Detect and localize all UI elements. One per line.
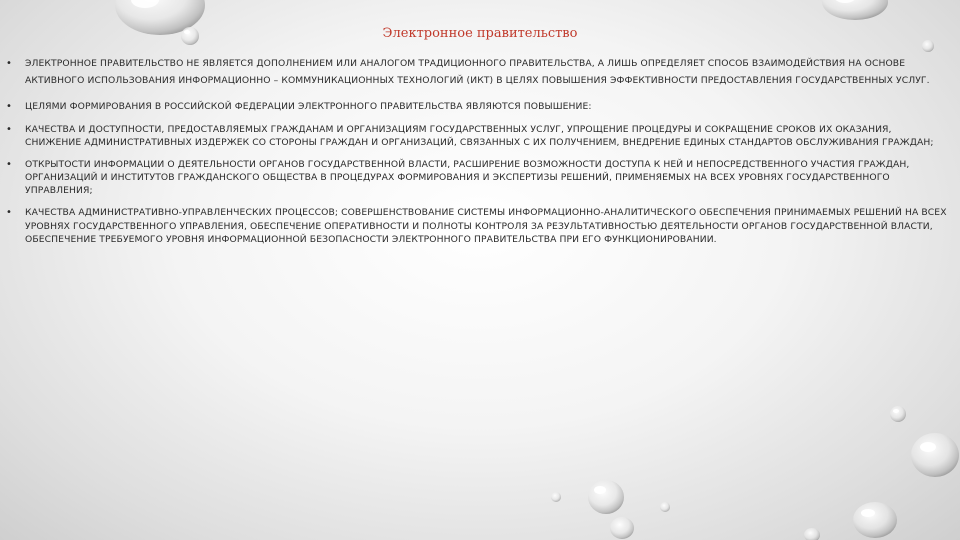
bullet-item [6, 55, 950, 89]
drop-large-right [911, 433, 959, 477]
drop-tiny-top-right [922, 40, 934, 52]
bullet-item [6, 123, 950, 149]
bullet-text: КАЧЕСТВА И ДОСТУПНОСТИ, ПРЕДОСТАВЛЯЕМЫХ ГРАЖДАНАМ И ОРГАНИЗАЦИЯМ ГОСУДАРСТВЕННЫХ УСЛУГ, УПРОЩЕНИЕ ПРОЦЕДУРЫ И СОКРАЩЕНИЕ СРОКОВ ИХ ОКАЗАНИЯ, СНИЖЕНИЕ АДМИНИСТРАТИВНЫХ ИЗДЕРЖЕК СО СТОРОНЫ ГРАЖДАН И ОРГАНИЗАЦИЙ, СВЯЗАННЫХ С ИХ ПОЛУЧЕНИЕМ, ВНЕДРЕНИЕ ЕДИНЫХ СТАНДАРТОВ ОБСЛУЖИВАНИЯ ГРАЖДАН; [25, 124, 934, 148]
bullet-dot: • [6, 124, 12, 135]
bullet-item [6, 206, 950, 247]
drop-bottom-center [588, 480, 624, 514]
bullet-text: ОТКРЫТОСТИ ИНФОРМАЦИИ О ДЕЯТЕЛЬНОСТИ ОРГАНОВ ГОСУДАРСТВЕННОЙ ВЛАСТИ, РАСШИРЕНИЕ ВОЗМОЖНОСТИ ДОСТУПА К НЕЙ И НЕПОСРЕДСТВЕННОГО УЧАСТИЯ ГРАЖДАН, ОРГАНИЗАЦИЙ И ИНСТИТУТОВ ГРАЖДАНСКОГО ОБЩЕСТВА В ПРОЦЕДУРАХ ФОРМИРОВАНИЯ И ЭКСПЕРТИЗЫ РЕШЕНИЙ, ПРИМЕНЯЕМЫХ НА ВСЕХ УРОВНЯХ ГОСУДАРСТВЕННОГО УПРАВЛЕНИЯ; [25, 159, 910, 196]
bullet-dot: • [6, 207, 12, 218]
bullet-list [6, 55, 950, 247]
drop-bottom-small-1 [551, 492, 561, 502]
bullet-item [6, 99, 950, 114]
bullet-item [6, 158, 950, 197]
drop-right-mid [890, 406, 906, 422]
drop-top-right [822, 0, 888, 20]
drop-bottom-right-small [804, 528, 820, 540]
drop-bottom-small-2 [660, 502, 670, 512]
bullet-dot: • [6, 159, 12, 170]
bullet-text: ЦЕЛЯМИ ФОРМИРОВАНИЯ В РОССИЙСКОЙ ФЕДЕРАЦИИ ЭЛЕКТРОННОГО ПРАВИТЕЛЬСТВА ЯВЛЯЮТСЯ ПОВЫШЕНИЕ: [25, 101, 592, 112]
bullet-dot: • [6, 58, 12, 69]
slide-title: Электронное правительство [382, 26, 578, 41]
bullet-text: КАЧЕСТВА АДМИНИСТРАТИВНО-УПРАВЛЕНЧЕСКИХ ПРОЦЕССОВ; СОВЕРШЕНСТВОВАНИЕ СИСТЕМЫ ИНФОРМАЦИОННО-АНАЛИТИЧЕСКОГО ОБЕСПЕЧЕНИЯ ПРИНИМАЕМЫХ РЕШЕНИЙ НА ВСЕХ УРОВНЯХ ГОСУДАРСТВЕННОГО УПРАВЛЕНИЯ, ОБЕСПЕЧЕНИЕ ОПЕРАТИВНОСТИ И ПОЛНОТЫ КОНТРОЛЯ ЗА РЕЗУЛЬТАТИВНОСТЬЮ ДЕЯТЕЛЬНОСТИ ОРГАНОВ ГОСУДАРСТВЕННОЙ ВЛАСТИ, ОБЕСПЕЧЕНИЕ ТРЕБУЕМОГО УРОВНЯ ИНФОРМАЦИОННОЙ БЕЗОПАСНОСТИ ЭЛЕКТРОННОГО ПРАВИТЕЛЬСТВА ПРИ ЕГО ФУНКЦИОНИРОВАНИИ. [25, 207, 947, 245]
drop-bottom-medium [610, 517, 634, 539]
drop-bottom-right [853, 502, 897, 538]
bullet-dot: • [6, 101, 12, 112]
bullet-text: ЭЛЕКТРОННОЕ ПРАВИТЕЛЬСТВО НЕ ЯВЛЯЕТСЯ ДОПОЛНЕНИЕМ ИЛИ АНАЛОГОМ ТРАДИЦИОННОГО ПРАВИТЕЛЬСТВА, А ЛИШЬ ОПРЕДЕЛЯЕТ СПОСОБ ВЗАИМОДЕЙСТВИЯ НА ОСНОВЕ АКТИВНОГО ИСПОЛЬЗОВАНИЯ ИНФОРМАЦИОННО – КОММУНИКАЦИОННЫХ ТЕХНОЛОГИЙ (ИКТ) В ЦЕЛЯХ ПОВЫШЕНИЯ ЭФФЕКТИВНОСТИ ПРЕДОСТАВЛЕНИЯ ГОСУДАРСТВЕННЫХ УСЛУГ. [25, 58, 930, 86]
